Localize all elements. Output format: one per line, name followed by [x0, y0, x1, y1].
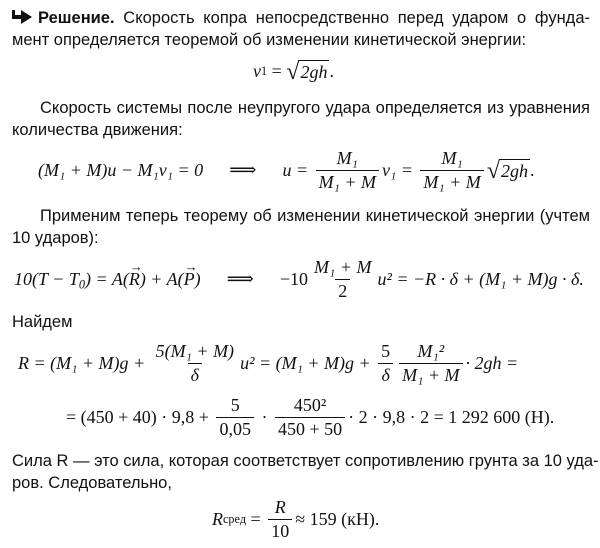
fraction-m1-over-sum: $\frac{\text{M₁}}{\text{M₁ + M}}$	[316, 149, 379, 192]
paragraph-momentum-line-1: Скорость системы после неупругого удара определяется из уравнения	[40, 99, 590, 117]
formula-r-average: R сред = $\frac{R}{10}$ ≈ 159 (кН).	[212, 496, 380, 541]
paragraph-intro-line-1	[12, 8, 590, 28]
fraction-450sq-over-500: $\frac{\text{450²}}{450 + 50}$	[275, 396, 345, 439]
solution-heading: Решение.	[38, 9, 115, 27]
paragraph-momentum-line-2: количества движения:	[12, 121, 183, 139]
implies-arrow-2: ⟹	[226, 268, 254, 290]
formula-R: R = (M₁ + M)g + $\frac{\text{5(M₁ + M)}}{\delta}$ u² = (M₁ + M)g + $\frac{5}{\delta}$ $\frac{\text{M₁²}}{\text{M₁ + M}}$ · 2gh =	[18, 340, 519, 385]
right-arrow-icon	[12, 10, 32, 24]
paragraph-intro-text-1: Скорость копра непосредственно перед ударом о фунда-	[123, 9, 590, 27]
paragraph-conclusion-line-1: Сила R — это сила, которая соответствует сопротивлению грунта за 10 уда-	[12, 452, 599, 470]
paragraph-energy-line-2: 10 ударов):	[12, 229, 99, 247]
implies-arrow: ⟹	[229, 159, 257, 181]
paragraph-energy-line-1: Применим теперь теорему об изменении кинетической энергии (учтем	[40, 207, 590, 225]
formula-numeric: = (450 + 40) · 9,8 + $\frac{5}{0,05}$ · $\frac{\text{450²}}{450 + 50}$ · 2 · 9,8 · 2 = 1 292 600 (Н).	[66, 394, 555, 439]
sqrt-2gh: √ 2gh	[286, 59, 328, 85]
sqrt-2gh-momentum: √ 2gh	[486, 158, 528, 184]
fraction-m1-over-sum-2: $\frac{\text{M₁}}{\text{M₁ + M}}$	[420, 149, 483, 192]
fraction-R-over-10: $\frac{R}{10}$	[268, 498, 292, 541]
formula-energy: $10(T - T_0) = A(R$ → ) + A(P → ) ⟹ −10 $\frac{\text{M₁ + M}}{2}$ u² = −R · δ + (M₁ + M)g · δ.	[14, 256, 584, 301]
find-label: Найдем	[12, 313, 73, 331]
fraction-5-over-delta: $\frac{5}{\delta}$	[378, 342, 393, 385]
formula-momentum: (M₁ + M)u − M₁v₁ = 0 ⟹ u = $\frac{\text{M₁}}{\text{M₁ + M}}$ v₁ = $\frac{\text{M₁}}{\text{M₁ + M}}$ √ 2gh .	[38, 147, 535, 192]
fraction-m1sq-over-sum: $\frac{\text{M₁²}}{\text{M₁ + M}}$	[399, 342, 462, 385]
fraction-5-over-0-05: $\frac{5}{0,05}$	[216, 396, 254, 439]
paragraph-conclusion-line-2: ров. Следовательно,	[12, 474, 172, 492]
fraction-mass-over-2: $\frac{\text{M₁ + M}}{2}$	[314, 256, 372, 301]
energy-lhs: $10(T - T_0) = A(R$ → ) + A(P → )	[14, 258, 201, 292]
fraction-5-mass-over-delta: $\frac{\text{5(M₁ + M)}}{\delta}$	[155, 340, 235, 385]
paragraph-intro-line-2: мент определяется теоремой об изменении кинетической энергии:	[12, 31, 527, 49]
formula-v1: v 1 = √ 2gh .	[253, 59, 334, 85]
